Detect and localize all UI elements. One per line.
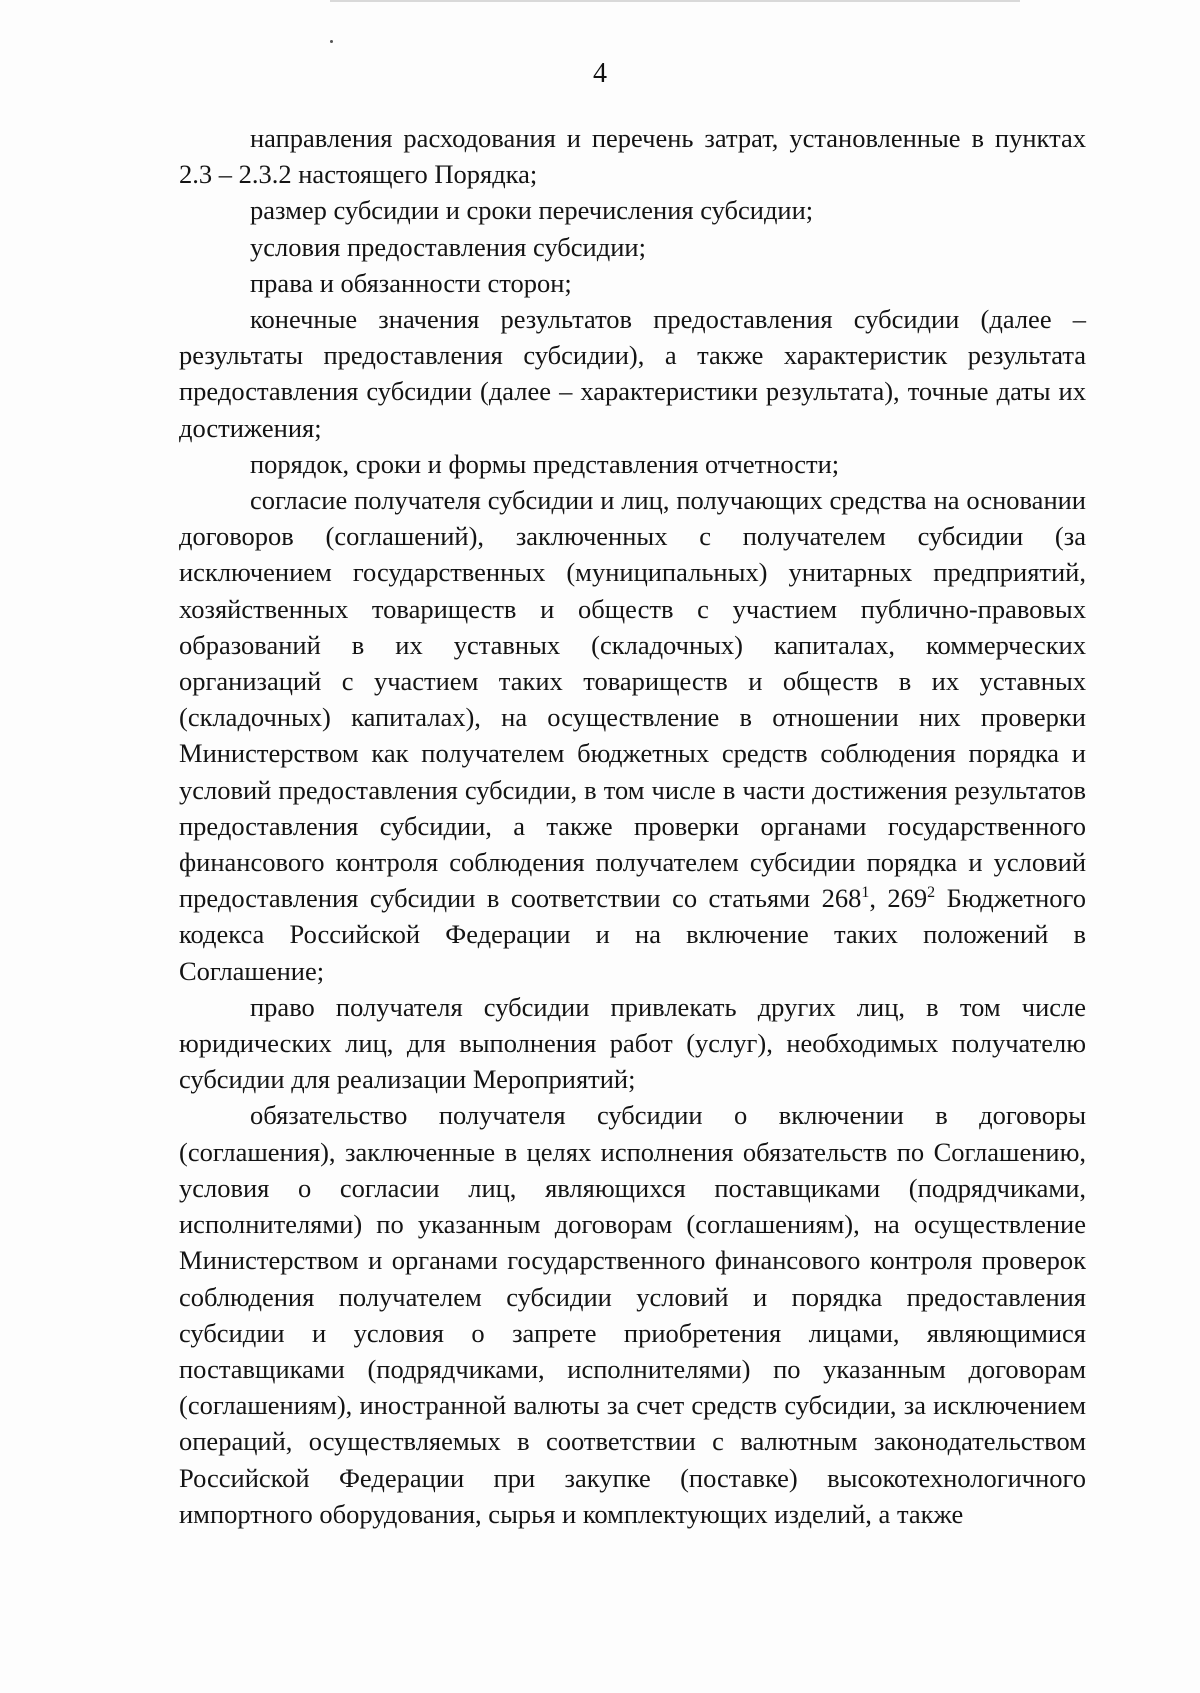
paragraph-third-parties: право получателя субсидии привлекать других лиц, в том числе юридических лиц, для выполнения работ (услуг), необходимых получателю субсидии для реализации Мероприятий; — [179, 991, 1086, 1095]
paragraph-rights-obligations: права и обязанности сторон; — [250, 267, 572, 298]
consent-text-before: согласие получателя субсидии и лиц, получающих средства на основании договоров (соглашений), заключенных с получателем субсидии (за исключением государственных (муниципальных) унитарных предприятий, хозяйственных товариществ и обществ с участием публично-правовых образований в их уставных (складочных) капиталах, коммерческих организаций с участием таких товариществ и обществ в их уставных (складочных) капиталах), на осуществление в отношении них проверки Министерством как получателем бюджетных средств соблюдения порядка и условий предоставления субсидии, в том числе в части достижения результатов предоставления субсидии, а также проверки органами государственного финансового контроля соблюдения получателем субсидии порядка и условий предоставления субсидии в соответствии со статьями — [179, 485, 1086, 914]
page-number: 4 — [593, 58, 607, 89]
paragraph-subsidy-conditions: условия предоставления субсидии; — [250, 231, 646, 262]
article-268-superscript: 1 — [861, 884, 870, 902]
paragraph-subsidy-amount: размер субсидии и сроки перечисления субсидии; — [250, 195, 814, 226]
scan-top-edge — [330, 0, 1020, 2]
scan-speck — [330, 40, 333, 43]
paragraph-reporting: порядок, сроки и формы представления отчетности; — [250, 448, 840, 479]
article-268: 268 — [821, 883, 862, 914]
article-269-superscript: 2 — [927, 884, 936, 902]
body-text — [179, 120, 1086, 1532]
article-separator: , — [869, 883, 888, 914]
article-269: 269 — [887, 883, 928, 914]
paragraph-expense-directions: направления расходования и перечень затрат, установленные в пунктах 2.3 – 2.3.2 настоящего Порядка; — [179, 123, 1086, 190]
paragraph-final-results: конечные значения результатов предоставления субсидии (далее – результаты предоставления субсидии), а также характеристик результата предоставления субсидии (далее – характеристики результата), точные даты их достижения; — [179, 304, 1086, 443]
paragraph-contract-obligation: обязательство получателя субсидии о включении в договоры (соглашения), заключенные в целях исполнения обязательств по Соглашению, условия о согласии лиц, являющихся поставщиками (подрядчиками, исполнителями) по указанным договорам (соглашениям), на осуществление Министерством и органами государственного финансового контроля проверок соблюдения получателем субсидии условий и порядка предоставления субсидии и условия о запрете приобретения лицами, являющимися поставщиками (подрядчиками, исполнителями) по указанным договорам (соглашениям), иностранной валюты за счет средств субсидии, за исключением операций, осуществляемых в соответствии с валютным законодательством Российской Федерации при закупке (поставке) высокотехнологичного импортного оборудования, сырья и комплектующих изделий, а также — [179, 1100, 1086, 1529]
consent-text-after: Бюджетного кодекса Российской Федерации и на включение таких положений в Соглашение; — [179, 883, 1086, 986]
paragraph-consent-inspections — [179, 482, 1086, 989]
